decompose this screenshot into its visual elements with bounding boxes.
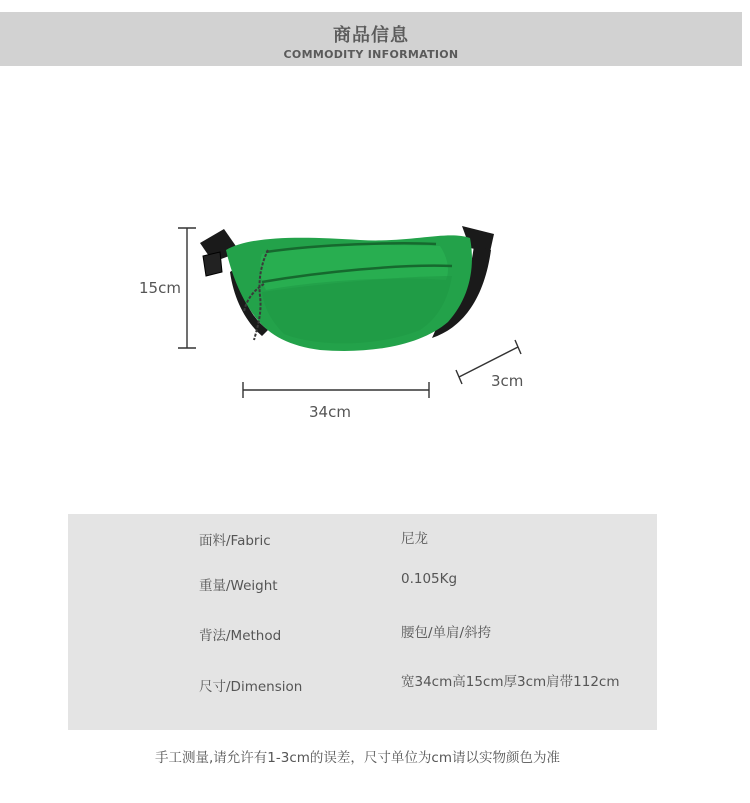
buckle-icon [203, 252, 222, 276]
width-label: 34cm [309, 403, 351, 421]
spec-method-value: 腰包/单肩/斜挎 [401, 625, 492, 641]
spec-weight-value: 0.105Kg [401, 571, 458, 587]
spec-fabric-key: 面料/Fabric [199, 533, 271, 549]
spec-method-key: 背法/Method [199, 628, 282, 644]
spec-fabric-value: 尼龙 [401, 531, 428, 547]
spec-table [68, 514, 657, 730]
depth-label: 3cm [491, 372, 524, 390]
spec-dimension-value: 宽34cm高15cm厚3cm肩带112cm [401, 674, 620, 690]
spec-dimension-key: 尺寸/Dimension [199, 679, 303, 695]
height-label: 15cm [139, 279, 181, 297]
measurement-note: 手工测量,请允许有1-3cm的误差，尺寸单位为cm请以实物颜色为准 [155, 750, 560, 766]
width-dimension-line [243, 382, 429, 398]
spec-weight-key: 重量/Weight [199, 578, 278, 594]
section-subtitle: COMMODITY INFORMATION [283, 48, 459, 61]
section-title: 商品信息 [333, 25, 409, 46]
